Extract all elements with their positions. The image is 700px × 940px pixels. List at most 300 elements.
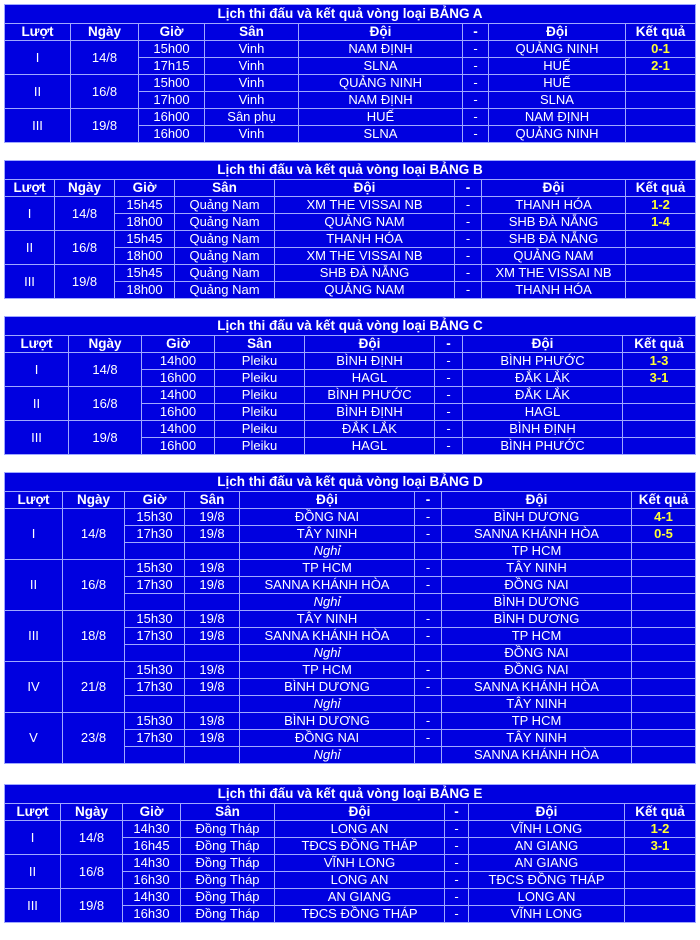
time-cell: 14h30 (123, 821, 181, 838)
round-cell: I (5, 197, 55, 231)
date-cell: 19/8 (55, 265, 115, 299)
separator-cell: - (445, 872, 469, 889)
table-row (5, 109, 696, 126)
header-away: Đội (442, 492, 632, 509)
home-team-cell: HAGL (305, 370, 435, 387)
score-cell (632, 594, 696, 611)
home-team-cell: XM THE VISSAI NB (275, 248, 455, 265)
home-team-cell: NAM ĐỊNH (299, 92, 463, 109)
score-cell (623, 404, 696, 421)
header-away: Đội (469, 804, 625, 821)
home-team-cell: SLNA (299, 126, 463, 143)
home-team-cell: Nghỉ (240, 645, 415, 662)
score-cell: 3-1 (623, 370, 696, 387)
table-row (5, 197, 696, 214)
date-cell: 14/8 (71, 41, 139, 75)
venue-cell (185, 594, 240, 611)
away-team-cell: BÌNH PHƯỚC (463, 438, 623, 455)
header-date: Ngày (63, 492, 125, 509)
round-cell: III (5, 109, 71, 143)
away-team-cell: BÌNH DƯƠNG (442, 594, 632, 611)
home-team-cell: QUẢNG NAM (275, 214, 455, 231)
away-team-cell: VĨNH LONG (469, 821, 625, 838)
away-team-cell: AN GIANG (469, 838, 625, 855)
venue-cell: Pleiku (215, 438, 305, 455)
separator-cell: - (445, 821, 469, 838)
round-cell: II (5, 231, 55, 265)
away-team-cell: ĐỒNG NAI (442, 577, 632, 594)
table-title: Lịch thi đấu và kết quả vòng loại BẢNG E (5, 785, 696, 804)
date-cell: 14/8 (69, 353, 142, 387)
date-cell: 23/8 (63, 713, 125, 764)
home-team-cell: SANNA KHÁNH HÒA (240, 628, 415, 645)
time-cell: 14h00 (142, 387, 215, 404)
time-cell: 14h00 (142, 421, 215, 438)
time-cell: 15h30 (125, 662, 185, 679)
venue-cell: 19/8 (185, 730, 240, 747)
time-cell: 18h00 (115, 282, 175, 299)
table-title-row (5, 317, 696, 336)
separator-cell: - (455, 265, 482, 282)
table-title-row (5, 473, 696, 492)
header-round: Lượt (5, 336, 69, 353)
time-cell: 18h00 (115, 214, 175, 231)
time-cell: 16h00 (139, 126, 205, 143)
header-away: Đội (482, 180, 626, 197)
home-team-cell: Nghỉ (240, 594, 415, 611)
home-team-cell: QUẢNG NAM (275, 282, 455, 299)
table-row (5, 821, 696, 838)
time-cell: 15h00 (139, 75, 205, 92)
header-score: Kết quả (626, 180, 696, 197)
group-d-table (4, 472, 696, 764)
time-cell: 14h30 (123, 855, 181, 872)
score-cell (632, 679, 696, 696)
table-row (5, 231, 696, 248)
header-venue: Sân (181, 804, 275, 821)
home-team-cell: Nghỉ (240, 543, 415, 560)
venue-cell: Quảng Nam (175, 197, 275, 214)
score-cell (623, 387, 696, 404)
score-cell: 0-5 (632, 526, 696, 543)
table-title-row (5, 785, 696, 804)
away-team-cell: BÌNH DƯƠNG (442, 509, 632, 526)
score-cell (626, 92, 696, 109)
score-cell: 3-1 (625, 838, 696, 855)
header-home: Đội (240, 492, 415, 509)
away-team-cell: TÂY NINH (442, 696, 632, 713)
home-team-cell: TÂY NINH (240, 526, 415, 543)
away-team-cell: SLNA (489, 92, 626, 109)
venue-cell: 19/8 (185, 611, 240, 628)
home-team-cell: TP HCM (240, 560, 415, 577)
table-row (5, 41, 696, 58)
home-team-cell: TP HCM (240, 662, 415, 679)
score-cell (625, 906, 696, 923)
header-score: Kết quả (626, 24, 696, 41)
home-team-cell: TĐCS ĐỒNG THÁP (275, 838, 445, 855)
venue-cell: Quảng Nam (175, 248, 275, 265)
away-team-cell: SHB ĐÀ NẴNG (482, 231, 626, 248)
header-row (5, 180, 696, 197)
score-cell (625, 889, 696, 906)
time-cell: 17h30 (125, 679, 185, 696)
date-cell: 14/8 (63, 509, 125, 560)
round-cell: III (5, 611, 63, 662)
venue-cell: Pleiku (215, 370, 305, 387)
separator-cell: - (435, 421, 463, 438)
venue-cell: Vinh (205, 126, 299, 143)
time-cell: 16h00 (142, 404, 215, 421)
score-cell: 1-2 (626, 197, 696, 214)
venue-cell (185, 747, 240, 764)
home-team-cell: ĐỒNG NAI (240, 730, 415, 747)
round-cell: II (5, 560, 63, 611)
away-team-cell: QUẢNG NAM (482, 248, 626, 265)
venue-cell: Đồng Tháp (181, 889, 275, 906)
score-cell (626, 282, 696, 299)
separator-cell (415, 696, 442, 713)
round-cell: II (5, 855, 61, 889)
separator-cell: - (435, 370, 463, 387)
separator-cell (415, 645, 442, 662)
score-cell: 1-4 (626, 214, 696, 231)
header-home: Đội (275, 180, 455, 197)
round-cell: I (5, 821, 61, 855)
time-cell: 15h45 (115, 265, 175, 282)
score-cell (632, 747, 696, 764)
venue-cell: Vinh (205, 58, 299, 75)
venue-cell: Quảng Nam (175, 231, 275, 248)
separator-cell: - (415, 679, 442, 696)
time-cell (125, 747, 185, 764)
table-title: Lịch thi đấu và kết quả vòng loại BẢNG C (5, 317, 696, 336)
time-cell: 15h30 (125, 611, 185, 628)
table-row (5, 889, 696, 906)
score-cell (632, 628, 696, 645)
date-cell: 19/8 (69, 421, 142, 455)
separator-cell: - (415, 713, 442, 730)
venue-cell: Quảng Nam (175, 282, 275, 299)
group-a-table (4, 4, 696, 143)
time-cell (125, 543, 185, 560)
score-cell (632, 696, 696, 713)
away-team-cell: QUẢNG NINH (489, 126, 626, 143)
separator-cell: - (415, 577, 442, 594)
venue-cell: Vinh (205, 75, 299, 92)
header-date: Ngày (69, 336, 142, 353)
table-row (5, 855, 696, 872)
venue-cell (185, 543, 240, 560)
score-cell (632, 560, 696, 577)
separator-cell: - (435, 387, 463, 404)
separator-cell: - (445, 889, 469, 906)
away-team-cell: TÂY NINH (442, 730, 632, 747)
home-team-cell: BÌNH ĐỊNH (305, 404, 435, 421)
group-e-table (4, 784, 696, 923)
header-round: Lượt (5, 804, 61, 821)
time-cell: 14h30 (123, 889, 181, 906)
table-title-row (5, 5, 696, 24)
time-cell: 17h30 (125, 628, 185, 645)
time-cell: 15h30 (125, 713, 185, 730)
header-row (5, 804, 696, 821)
time-cell: 18h00 (115, 248, 175, 265)
separator-cell: - (455, 197, 482, 214)
score-cell (632, 645, 696, 662)
away-team-cell: NAM ĐỊNH (489, 109, 626, 126)
time-cell: 17h30 (125, 577, 185, 594)
venue-cell: Pleiku (215, 404, 305, 421)
separator-cell: - (415, 560, 442, 577)
round-cell: III (5, 265, 55, 299)
away-team-cell: TĐCS ĐỒNG THÁP (469, 872, 625, 889)
home-team-cell: LONG AN (275, 821, 445, 838)
round-cell: III (5, 889, 61, 923)
score-cell (632, 611, 696, 628)
header-round: Lượt (5, 492, 63, 509)
home-team-cell: SANNA KHÁNH HÒA (240, 577, 415, 594)
header-score: Kết quả (625, 804, 696, 821)
venue-cell: Quảng Nam (175, 214, 275, 231)
header-row (5, 336, 696, 353)
date-cell: 16/8 (55, 231, 115, 265)
date-cell: 16/8 (69, 387, 142, 421)
header-venue: Sân (215, 336, 305, 353)
separator-cell: - (463, 126, 489, 143)
header-row (5, 24, 696, 41)
time-cell: 16h00 (142, 438, 215, 455)
table-row (5, 265, 696, 282)
table-title: Lịch thi đấu và kết quả vòng loại BẢNG B (5, 161, 696, 180)
round-cell: IV (5, 662, 63, 713)
header-venue: Sân (185, 492, 240, 509)
away-team-cell: ĐỒNG NAI (442, 645, 632, 662)
table-row (5, 713, 696, 730)
venue-cell: 19/8 (185, 662, 240, 679)
date-cell: 16/8 (71, 75, 139, 109)
separator-cell: - (415, 628, 442, 645)
home-team-cell: ĐỒNG NAI (240, 509, 415, 526)
round-cell: II (5, 387, 69, 421)
home-team-cell: SHB ĐÀ NẴNG (275, 265, 455, 282)
score-cell: 4-1 (632, 509, 696, 526)
header-date: Ngày (71, 24, 139, 41)
away-team-cell: THANH HÓA (482, 197, 626, 214)
home-team-cell: NAM ĐỊNH (299, 41, 463, 58)
separator-cell: - (435, 404, 463, 421)
away-team-cell: XM THE VISSAI NB (482, 265, 626, 282)
time-cell (125, 594, 185, 611)
time-cell: 16h30 (123, 906, 181, 923)
round-cell: III (5, 421, 69, 455)
round-cell: I (5, 509, 63, 560)
away-team-cell: SANNA KHÁNH HÒA (442, 747, 632, 764)
time-cell: 16h45 (123, 838, 181, 855)
table-row (5, 509, 696, 526)
header-time: Giờ (142, 336, 215, 353)
header-home: Đội (305, 336, 435, 353)
time-cell: 17h00 (139, 92, 205, 109)
score-cell: 1-2 (625, 821, 696, 838)
home-team-cell: AN GIANG (275, 889, 445, 906)
score-cell: 2-1 (626, 58, 696, 75)
header-time: Giờ (125, 492, 185, 509)
separator-cell: - (415, 526, 442, 543)
header-home: Đội (299, 24, 463, 41)
header-round: Lượt (5, 24, 71, 41)
header-venue: Sân (205, 24, 299, 41)
home-team-cell: XM THE VISSAI NB (275, 197, 455, 214)
separator-cell: - (415, 730, 442, 747)
separator-cell: - (455, 231, 482, 248)
table-row (5, 353, 696, 370)
home-team-cell: VĨNH LONG (275, 855, 445, 872)
time-cell: 17h15 (139, 58, 205, 75)
away-team-cell: SANNA KHÁNH HÒA (442, 526, 632, 543)
separator-cell (415, 543, 442, 560)
away-team-cell: TÂY NINH (442, 560, 632, 577)
separator-cell: - (455, 248, 482, 265)
date-cell: 16/8 (61, 855, 123, 889)
venue-cell: 19/8 (185, 713, 240, 730)
group-c-table (4, 316, 696, 455)
date-cell: 18/8 (63, 611, 125, 662)
header-separator: - (435, 336, 463, 353)
date-cell: 19/8 (71, 109, 139, 143)
time-cell (125, 696, 185, 713)
time-cell: 17h30 (125, 730, 185, 747)
away-team-cell: AN GIANG (469, 855, 625, 872)
away-team-cell: THANH HÓA (482, 282, 626, 299)
separator-cell (415, 594, 442, 611)
away-team-cell: VĨNH LONG (469, 906, 625, 923)
venue-cell: 19/8 (185, 509, 240, 526)
header-score: Kết quả (632, 492, 696, 509)
venue-cell: Pleiku (215, 421, 305, 438)
date-cell: 19/8 (61, 889, 123, 923)
separator-cell: - (415, 509, 442, 526)
time-cell: 16h00 (142, 370, 215, 387)
header-away: Đội (463, 336, 623, 353)
date-cell: 14/8 (61, 821, 123, 855)
home-team-cell: BÌNH DƯƠNG (240, 713, 415, 730)
venue-cell: Quảng Nam (175, 265, 275, 282)
home-team-cell: ĐẮK LẮK (305, 421, 435, 438)
separator-cell: - (435, 353, 463, 370)
round-cell: V (5, 713, 63, 764)
separator-cell: - (463, 92, 489, 109)
table-row (5, 421, 696, 438)
header-separator: - (415, 492, 442, 509)
time-cell: 15h45 (115, 231, 175, 248)
separator-cell: - (463, 109, 489, 126)
venue-cell: Đồng Tháp (181, 872, 275, 889)
venue-cell: Đồng Tháp (181, 838, 275, 855)
header-round: Lượt (5, 180, 55, 197)
score-cell (632, 713, 696, 730)
table-title-row (5, 161, 696, 180)
score-cell (623, 421, 696, 438)
header-date: Ngày (61, 804, 123, 821)
away-team-cell: HAGL (463, 404, 623, 421)
time-cell: 16h30 (123, 872, 181, 889)
venue-cell: 19/8 (185, 560, 240, 577)
time-cell: 15h45 (115, 197, 175, 214)
away-team-cell: ĐỒNG NAI (442, 662, 632, 679)
separator-cell: - (435, 438, 463, 455)
venue-cell: Đồng Tháp (181, 855, 275, 872)
header-row (5, 492, 696, 509)
home-team-cell: LONG AN (275, 872, 445, 889)
home-team-cell: Nghỉ (240, 747, 415, 764)
table-row (5, 611, 696, 628)
away-team-cell: QUẢNG NINH (489, 41, 626, 58)
score-cell (623, 438, 696, 455)
time-cell: 15h30 (125, 509, 185, 526)
header-time: Giờ (139, 24, 205, 41)
venue-cell: 19/8 (185, 679, 240, 696)
separator-cell: - (455, 214, 482, 231)
score-cell (632, 730, 696, 747)
away-team-cell: SHB ĐÀ NẴNG (482, 214, 626, 231)
home-team-cell: QUẢNG NINH (299, 75, 463, 92)
group-b-table (4, 160, 696, 299)
date-cell: 16/8 (63, 560, 125, 611)
home-team-cell: THANH HÓA (275, 231, 455, 248)
table-title: Lịch thi đấu và kết quả vòng loại BẢNG D (5, 473, 696, 492)
time-cell: 17h30 (125, 526, 185, 543)
score-cell (626, 265, 696, 282)
separator-cell: - (445, 855, 469, 872)
time-cell: 14h00 (142, 353, 215, 370)
date-cell: 21/8 (63, 662, 125, 713)
table-title: Lịch thi đấu và kết quả vòng loại BẢNG A (5, 5, 696, 24)
score-cell (632, 662, 696, 679)
table-row (5, 662, 696, 679)
time-cell: 16h00 (139, 109, 205, 126)
header-separator: - (445, 804, 469, 821)
header-away: Đội (489, 24, 626, 41)
venue-cell: Đồng Tháp (181, 906, 275, 923)
away-team-cell: BÌNH ĐỊNH (463, 421, 623, 438)
home-team-cell: Nghỉ (240, 696, 415, 713)
score-cell (626, 109, 696, 126)
venue-cell: Sân phụ (205, 109, 299, 126)
score-cell (626, 126, 696, 143)
separator-cell: - (463, 58, 489, 75)
away-team-cell: ĐẮK LẮK (463, 387, 623, 404)
away-team-cell: TP HCM (442, 628, 632, 645)
score-cell (626, 231, 696, 248)
table-row (5, 560, 696, 577)
score-cell (625, 872, 696, 889)
score-cell (626, 248, 696, 265)
home-team-cell: BÌNH ĐỊNH (305, 353, 435, 370)
venue-cell: 19/8 (185, 628, 240, 645)
away-team-cell: ĐẮK LẮK (463, 370, 623, 387)
header-venue: Sân (175, 180, 275, 197)
time-cell: 15h30 (125, 560, 185, 577)
separator-cell: - (455, 282, 482, 299)
away-team-cell: HUẾ (489, 75, 626, 92)
away-team-cell: TP HCM (442, 713, 632, 730)
home-team-cell: TĐCS ĐỒNG THÁP (275, 906, 445, 923)
score-cell: 0-1 (626, 41, 696, 58)
header-time: Giờ (115, 180, 175, 197)
separator-cell: - (445, 838, 469, 855)
table-row (5, 75, 696, 92)
